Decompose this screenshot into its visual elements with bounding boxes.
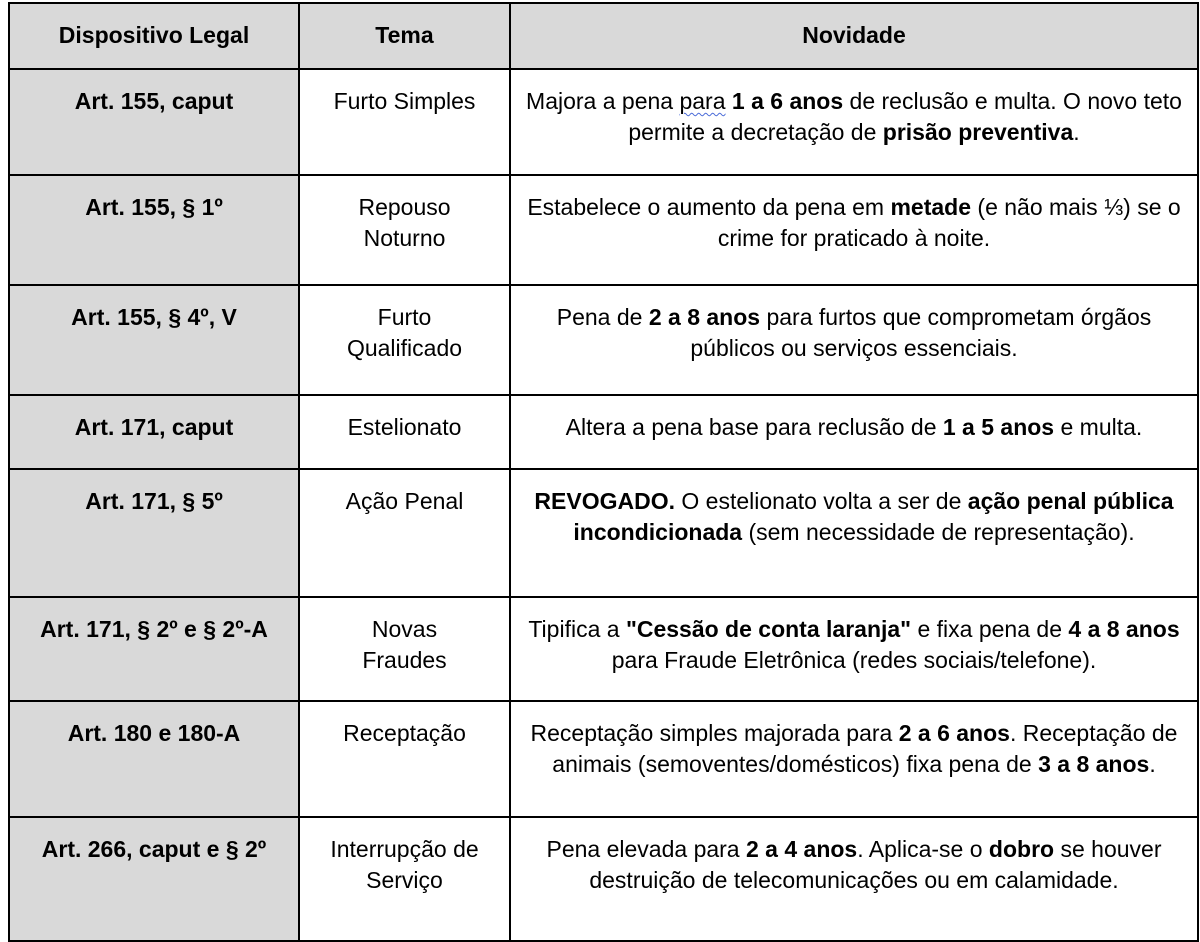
dispositivo-cell: Art. 180 e 180-A [9,701,299,817]
header-dispositivo: Dispositivo Legal [9,3,299,69]
novidade-text: (e não mais ⅓) se o crime for praticado à noite. [717,194,1181,251]
table-row [9,817,1198,941]
novidade-text: Majora a pena [526,88,680,114]
novidade-bold-text: 2 a 6 anos [898,720,1010,746]
table-row [9,285,1198,395]
novidade-text: Pena elevada para [546,836,746,862]
novidade-text: de reclusão e multa. O novo teto permite a decretação de [628,88,1182,145]
dispositivo-cell: Art. 171, § 2º e § 2º-A [9,597,299,701]
novidade-text: Pena de [556,304,649,330]
dispositivo-cell: Art. 155, § 1º [9,175,299,285]
novidade-bold-text: dobro [988,836,1055,862]
table-row [9,69,1198,175]
novidade-cell [510,817,1198,941]
tema-cell: Novas Fraudes [299,597,510,701]
novidade-bold-text: REVOGADO. [534,488,675,514]
dispositivo-cell: Art. 155, caput [9,69,299,175]
dispositivo-cell: Art. 266, caput e § 2º [9,817,299,941]
tema-cell: Repouso Noturno [299,175,510,285]
table-row [9,597,1198,701]
dispositivo-cell: Art. 171, caput [9,395,299,469]
header-row [9,3,1198,69]
tema-cell: Furto Simples [299,69,510,175]
novidade-bold-text: 3 a 8 anos [1038,751,1150,777]
novidade-text: . [1073,119,1080,145]
novidade-bold-text: ação penal pública incondicionada [573,488,1174,545]
novidade-text: para furtos que comprometam órgãos públicos ou serviços essenciais. [690,304,1152,361]
novidade-text: e fixa pena de [911,616,1069,642]
novidade-bold-text: 2 a 4 anos [746,836,858,862]
tema-cell: Receptação [299,701,510,817]
table-body [9,69,1198,941]
tema-cell: Ação Penal [299,469,510,597]
novidade-cell [510,69,1198,175]
novidade-cell [510,701,1198,817]
novidade-cell [510,469,1198,597]
novidade-cell [510,175,1198,285]
header-tema: Tema [299,3,510,69]
table-row [9,395,1198,469]
table-row [9,701,1198,817]
novidade-bold-text: metade [890,194,972,220]
table-row [9,469,1198,597]
novidade-text: para Fraude Eletrônica (redes sociais/telefone). [611,647,1097,673]
novidade-text: Altera a pena base para reclusão de [565,414,943,440]
novidade-bold-text: 4 a 8 anos [1068,616,1180,642]
novidade-text: O estelionato volta a ser de [675,488,968,514]
novidade-text: . Receptação de animais (semoventes/domésticos) fixa pena de [552,720,1178,777]
novidade-text: Receptação simples majorada para [530,720,899,746]
novidade-bold-text: 1 a 6 anos [731,88,844,114]
novidade-text: Estabelece o aumento da pena em [527,194,891,220]
novidade-text: . [1149,751,1156,777]
novidade-cell [510,597,1198,701]
novidade-text: se houver destruição de telecomunicações ou em calamidade. [589,836,1162,893]
novidade-cell [510,395,1198,469]
novidade-text: . Aplica-se o [857,836,989,862]
novidade-cell [510,285,1198,395]
dispositivo-cell: Art. 171, § 5º [9,469,299,597]
legal-changes-table [8,2,1199,942]
novidade-bold-text: "Cessão de conta laranja" [625,616,912,642]
tema-cell: Interrupção de Serviço [299,817,510,941]
novidade-bold-text: 2 a 8 anos [648,304,761,330]
novidade-text: para [679,88,726,114]
table-row [9,175,1198,285]
dispositivo-cell: Art. 155, § 4º, V [9,285,299,395]
header-novidade: Novidade [510,3,1198,69]
novidade-text: (sem necessidade de representação). [742,519,1135,545]
novidade-text: e multa. [1054,414,1143,440]
novidade-bold-text: prisão preventiva [882,119,1074,145]
tema-cell: Furto Qualificado [299,285,510,395]
tema-cell: Estelionato [299,395,510,469]
novidade-bold-text: 1 a 5 anos [942,414,1055,440]
novidade-text: Tipifica a [528,616,626,642]
